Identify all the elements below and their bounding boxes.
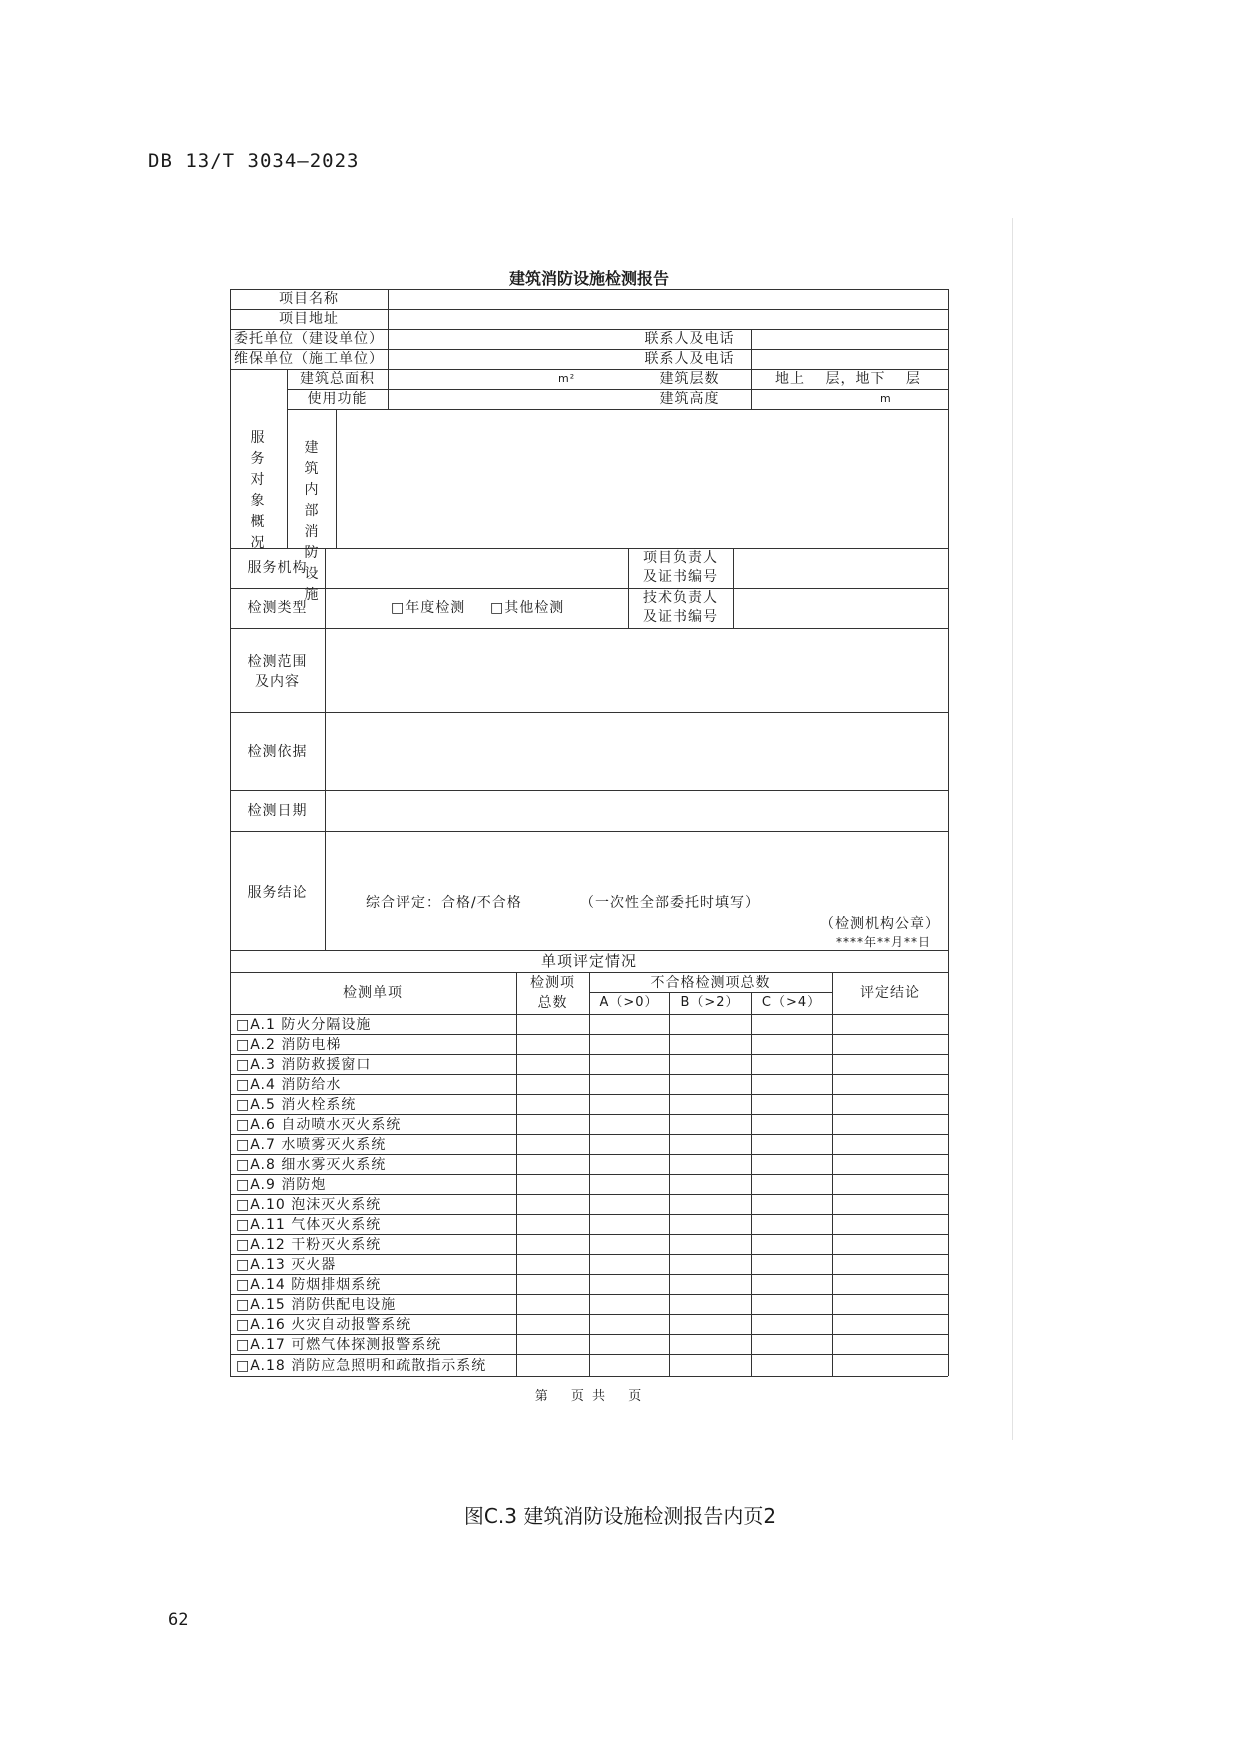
col-a: A（>0） <box>599 995 659 1010</box>
grid-line <box>230 1314 948 1315</box>
label-client: 委托单位（建设单位） <box>234 331 384 347</box>
eval-item[interactable]: □A.14 防烟排烟系统 <box>236 1277 382 1293</box>
grid-line <box>669 992 670 1376</box>
grid-line <box>589 992 832 993</box>
seal-text: （检测机构公章） <box>820 916 940 932</box>
grid-line <box>230 1194 948 1195</box>
height-unit: m <box>880 392 892 405</box>
standard-code: DB 13/T 3034—2023 <box>148 150 360 172</box>
label-floors: 建筑层数 <box>659 371 720 387</box>
figure-caption: 图C.3 建筑消防设施检测报告内页2 <box>463 1504 777 1528</box>
eval-item[interactable]: □A.6 自动喷水灭火系统 <box>236 1117 402 1133</box>
eval-item[interactable]: □A.3 消防救援窗口 <box>236 1057 372 1073</box>
grid-line <box>230 1094 948 1095</box>
label-scope: 检测范围 <box>247 654 308 670</box>
grid-line <box>230 1174 948 1175</box>
label-tech-leader-cert: 及证书编号 <box>643 609 718 625</box>
eval-item[interactable]: □A.13 灭火器 <box>236 1257 337 1273</box>
col-b: B（>2） <box>680 995 740 1010</box>
grid-line <box>751 992 752 1376</box>
label-tech-leader: 技术负责人 <box>643 590 718 606</box>
eval-item[interactable]: □A.11 气体灭火系统 <box>236 1217 382 1233</box>
page-number: 62 <box>168 1610 189 1630</box>
grid-line <box>388 289 389 409</box>
eval-item[interactable]: □A.7 水喷雾灭火系统 <box>236 1137 387 1153</box>
single-eval-heading: 单项评定情况 <box>540 952 637 970</box>
eval-item[interactable]: □A.12 干粉灭火系统 <box>236 1237 382 1253</box>
overall-eval: 综合评定：合格/不合格 <box>366 895 522 911</box>
checkbox-annual[interactable]: □年度检测 <box>391 600 466 616</box>
grid-line <box>230 1034 948 1035</box>
grid-line <box>230 1274 948 1275</box>
label-conclusion: 服务结论 <box>247 885 308 901</box>
grid-line <box>230 831 948 832</box>
label-basis: 检测依据 <box>247 744 308 760</box>
label-contact-2: 联系人及电话 <box>644 351 735 367</box>
label-project-name: 项目名称 <box>279 291 339 307</box>
eval-item[interactable]: □A.9 消防炮 <box>236 1177 327 1193</box>
grid-line <box>230 712 948 713</box>
grid-line <box>325 548 326 950</box>
label-internal-facilities: 建 筑 内 部 消 防 设 施 <box>304 440 320 603</box>
col-result: 评定结论 <box>860 985 920 1001</box>
eval-item[interactable]: □A.10 泡沫灭火系统 <box>236 1197 382 1213</box>
col-item: 检测单项 <box>343 985 403 1001</box>
label-project-leader-cert: 及证书编号 <box>643 569 718 585</box>
grid-line <box>230 1114 948 1115</box>
area-unit: m² <box>558 372 576 385</box>
eval-item[interactable]: □A.1 防火分隔设施 <box>236 1017 372 1033</box>
eval-item[interactable]: □A.5 消火栓系统 <box>236 1097 357 1113</box>
col-total-2: 总数 <box>537 995 568 1011</box>
seal-date: ****年**月**日 <box>836 935 932 949</box>
grid-line <box>230 1354 948 1355</box>
eval-item[interactable]: □A.2 消防电梯 <box>236 1037 342 1053</box>
grid-line <box>230 790 948 791</box>
grid-line <box>230 548 948 549</box>
grid-line <box>230 1154 948 1155</box>
grid-line <box>230 1254 948 1255</box>
grid-line <box>287 409 948 410</box>
eval-item[interactable]: □A.8 细水雾灭火系统 <box>236 1157 387 1173</box>
eval-item[interactable]: □A.4 消防给水 <box>236 1077 342 1093</box>
grid-line <box>230 1376 948 1377</box>
grid-line <box>230 628 948 629</box>
grid-line <box>230 1294 948 1295</box>
grid-line <box>230 588 948 589</box>
form-title: 建筑消防设施检测报告 <box>508 269 669 288</box>
label-total-area: 建筑总面积 <box>300 371 375 387</box>
grid-line <box>230 1234 948 1235</box>
eval-item[interactable]: □A.16 火灾自动报警系统 <box>236 1317 412 1333</box>
grid-line <box>230 1134 948 1135</box>
label-project-leader: 项目负责人 <box>643 550 718 566</box>
grid-line <box>230 1334 948 1335</box>
page-info: 第 页 共 页 <box>534 1389 644 1404</box>
col-total: 检测项 <box>530 975 575 991</box>
label-date: 检测日期 <box>247 803 308 819</box>
grid-line <box>948 289 949 1376</box>
eval-item[interactable]: □A.18 消防应急照明和疏散指示系统 <box>236 1358 487 1374</box>
grid-line <box>230 1214 948 1215</box>
label-height: 建筑高度 <box>659 391 720 407</box>
label-project-address: 项目地址 <box>279 311 339 327</box>
col-c: C（>4） <box>761 995 822 1010</box>
grid-line <box>230 1054 948 1055</box>
label-service-org: 服务机构 <box>247 560 308 576</box>
col-fail-group: 不合格检测项总数 <box>650 975 771 991</box>
label-scope-2: 及内容 <box>255 674 300 690</box>
label-service-object: 服 务 对 象 概 况 <box>250 430 266 551</box>
grid-line <box>230 1074 948 1075</box>
label-use-function: 使用功能 <box>307 391 368 407</box>
grid-line <box>751 329 752 409</box>
grid-line <box>230 289 231 1376</box>
checkbox-other[interactable]: □其他检测 <box>490 600 565 616</box>
label-inspection-type: 检测类型 <box>247 600 308 616</box>
grid-line <box>336 409 337 548</box>
label-maintainer: 维保单位（施工单位） <box>234 351 384 367</box>
label-contact-1: 联系人及电话 <box>644 331 735 347</box>
eval-item[interactable]: □A.15 消防供配电设施 <box>236 1297 397 1313</box>
grid-line <box>733 548 734 628</box>
floors-value: 地上 层，地下 层 <box>775 371 921 387</box>
overall-note: （一次性全部委托时填写） <box>580 895 760 911</box>
eval-item[interactable]: □A.17 可燃气体探测报警系统 <box>236 1337 442 1353</box>
